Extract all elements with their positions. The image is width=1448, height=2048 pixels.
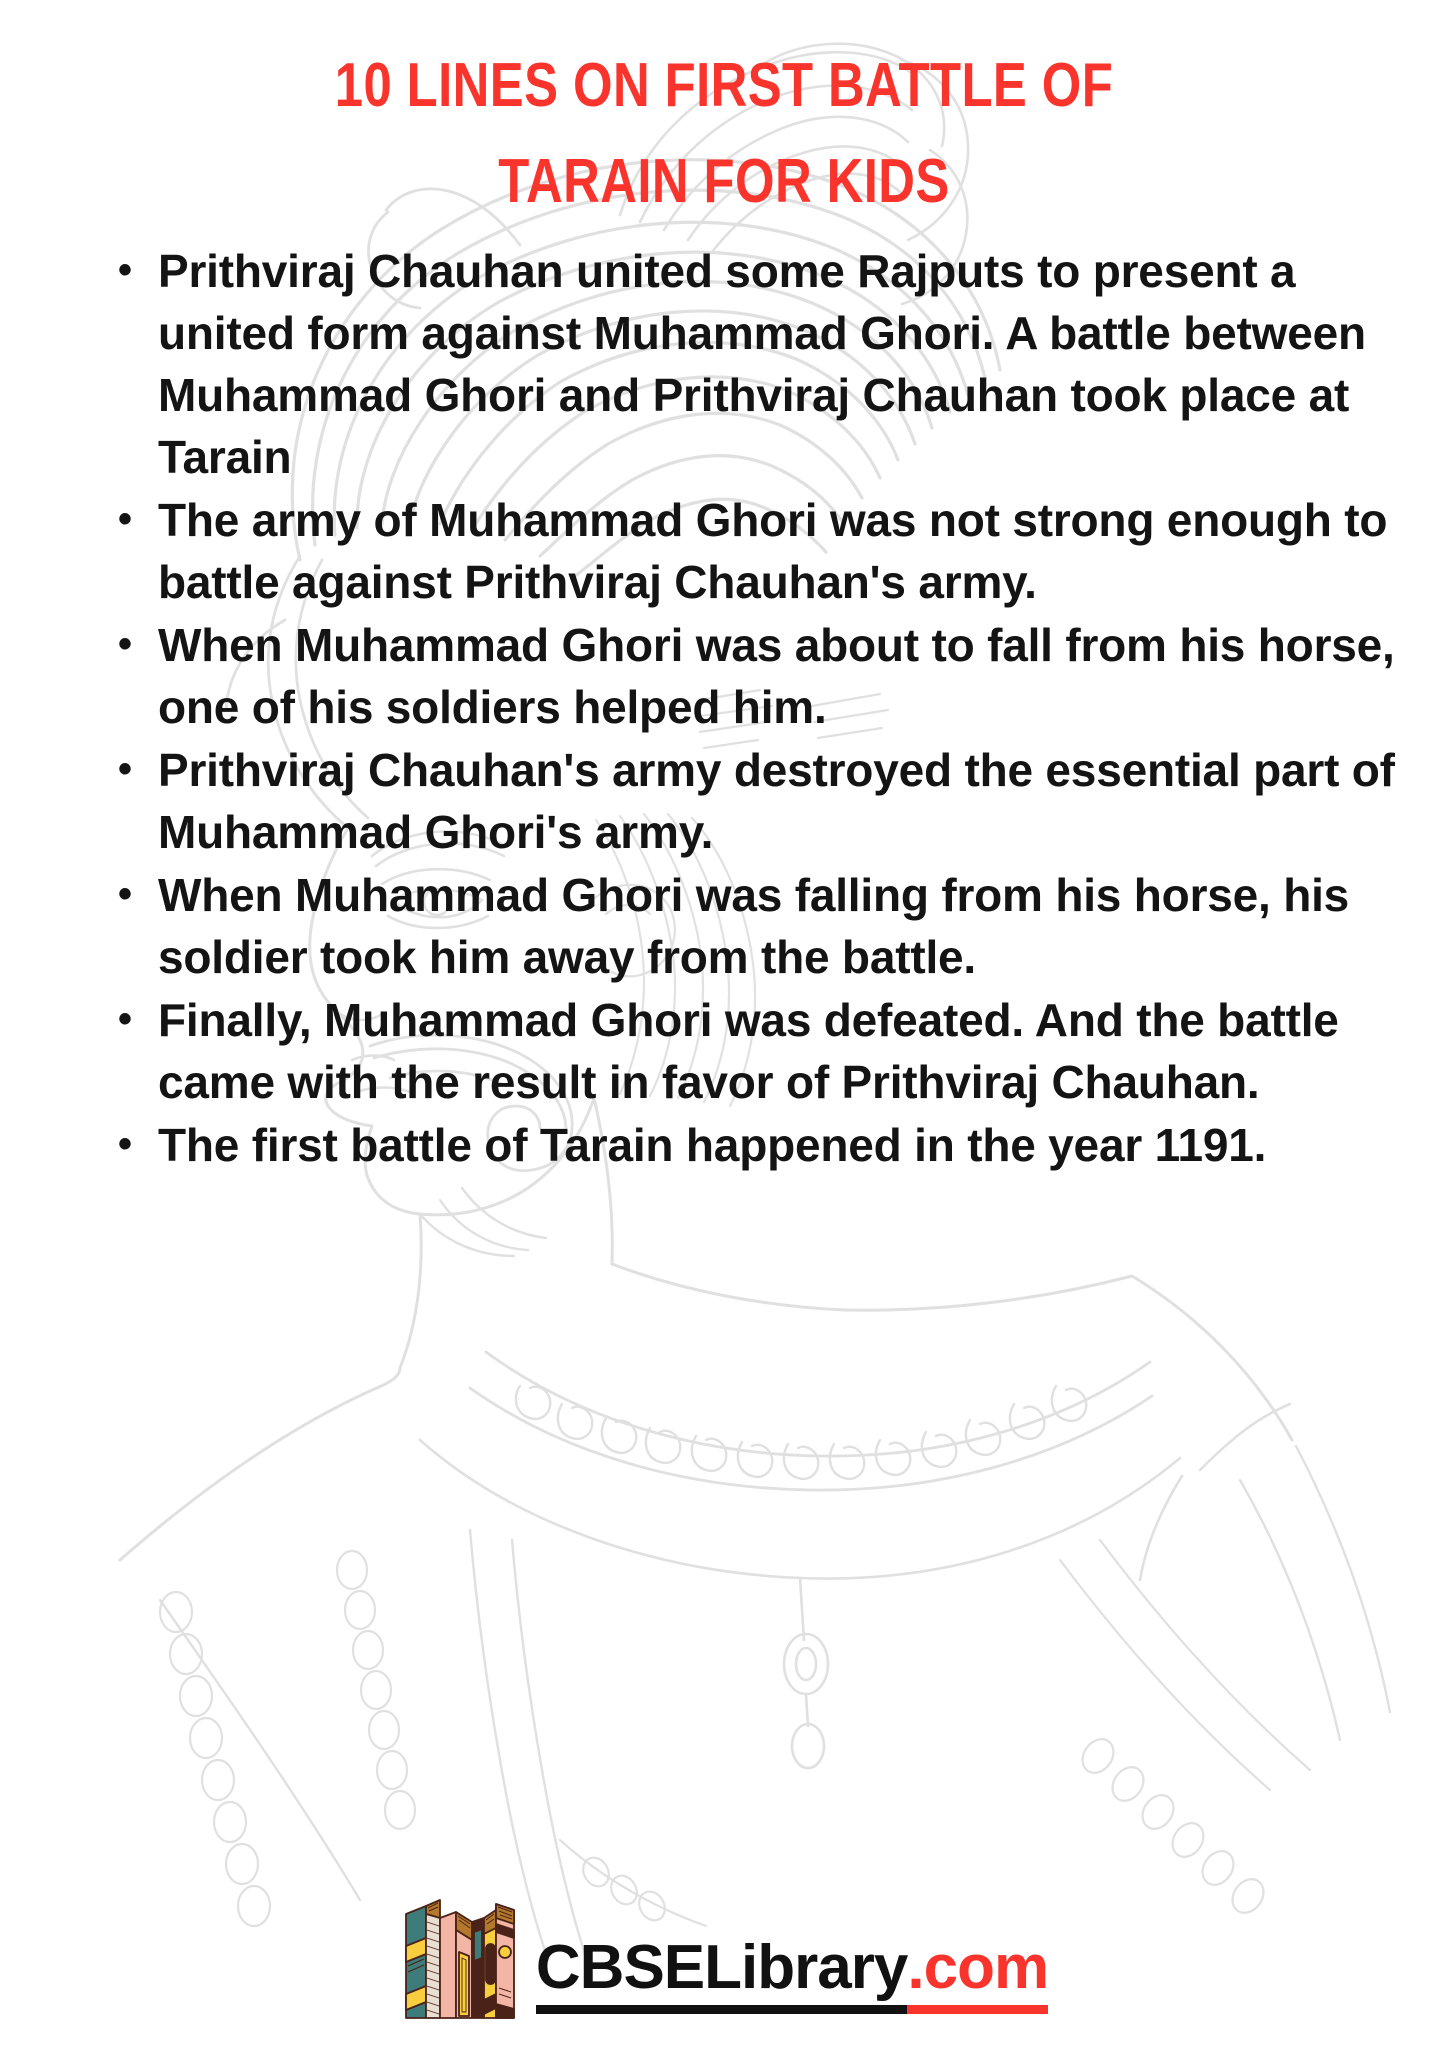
list-item — [118, 489, 1400, 613]
list-item — [118, 240, 1400, 488]
list-item — [118, 739, 1400, 863]
page-title: 10 LINES ON FIRST BATTLE OF TARAIN FOR KIDS — [334, 51, 1114, 217]
list-item-text: • The first battle of Tarain happened in the year 1191. — [158, 1119, 1267, 1172]
list-item-text: • Prithviraj Chauhan's army destroyed the essential part of Muhammad Ghori's army. — [158, 744, 1395, 859]
list-item-text: • The army of Muhammad Ghori was not strong enough to battle against Prithviraj Chauhan's army. — [158, 494, 1388, 609]
brand-tld: .com — [907, 1937, 1048, 2014]
list-item-text: • Finally, Muhammad Ghori was defeated. And the battle came with the result in favor of Prithviraj Chauhan. — [158, 994, 1339, 1109]
list-item-text: • When Muhammad Ghori was about to fall from his horse, one of his soldiers helped him. — [158, 619, 1395, 734]
list-item-text: • When Muhammad Ghori was falling from his horse, his soldier took him away from the battle. — [158, 869, 1350, 984]
list-item — [118, 864, 1400, 988]
facts-list — [0, 240, 1448, 1176]
footer-branding — [0, 1888, 1448, 2020]
stack-of-books-icon — [400, 1888, 518, 2020]
brand-wordmark[interactable] — [535, 1933, 1049, 2020]
list-item-text: • Prithviraj Chauhan united some Rajputs to present a united form against Muhammad Ghori. A battle between Muhammad Ghori and Prithviraj Chauhan took place at Tarain — [158, 245, 1366, 484]
list-item — [118, 1114, 1400, 1176]
list-item — [118, 614, 1400, 738]
brand-name: CBSELibrary — [536, 1937, 907, 2014]
list-item — [118, 989, 1400, 1113]
